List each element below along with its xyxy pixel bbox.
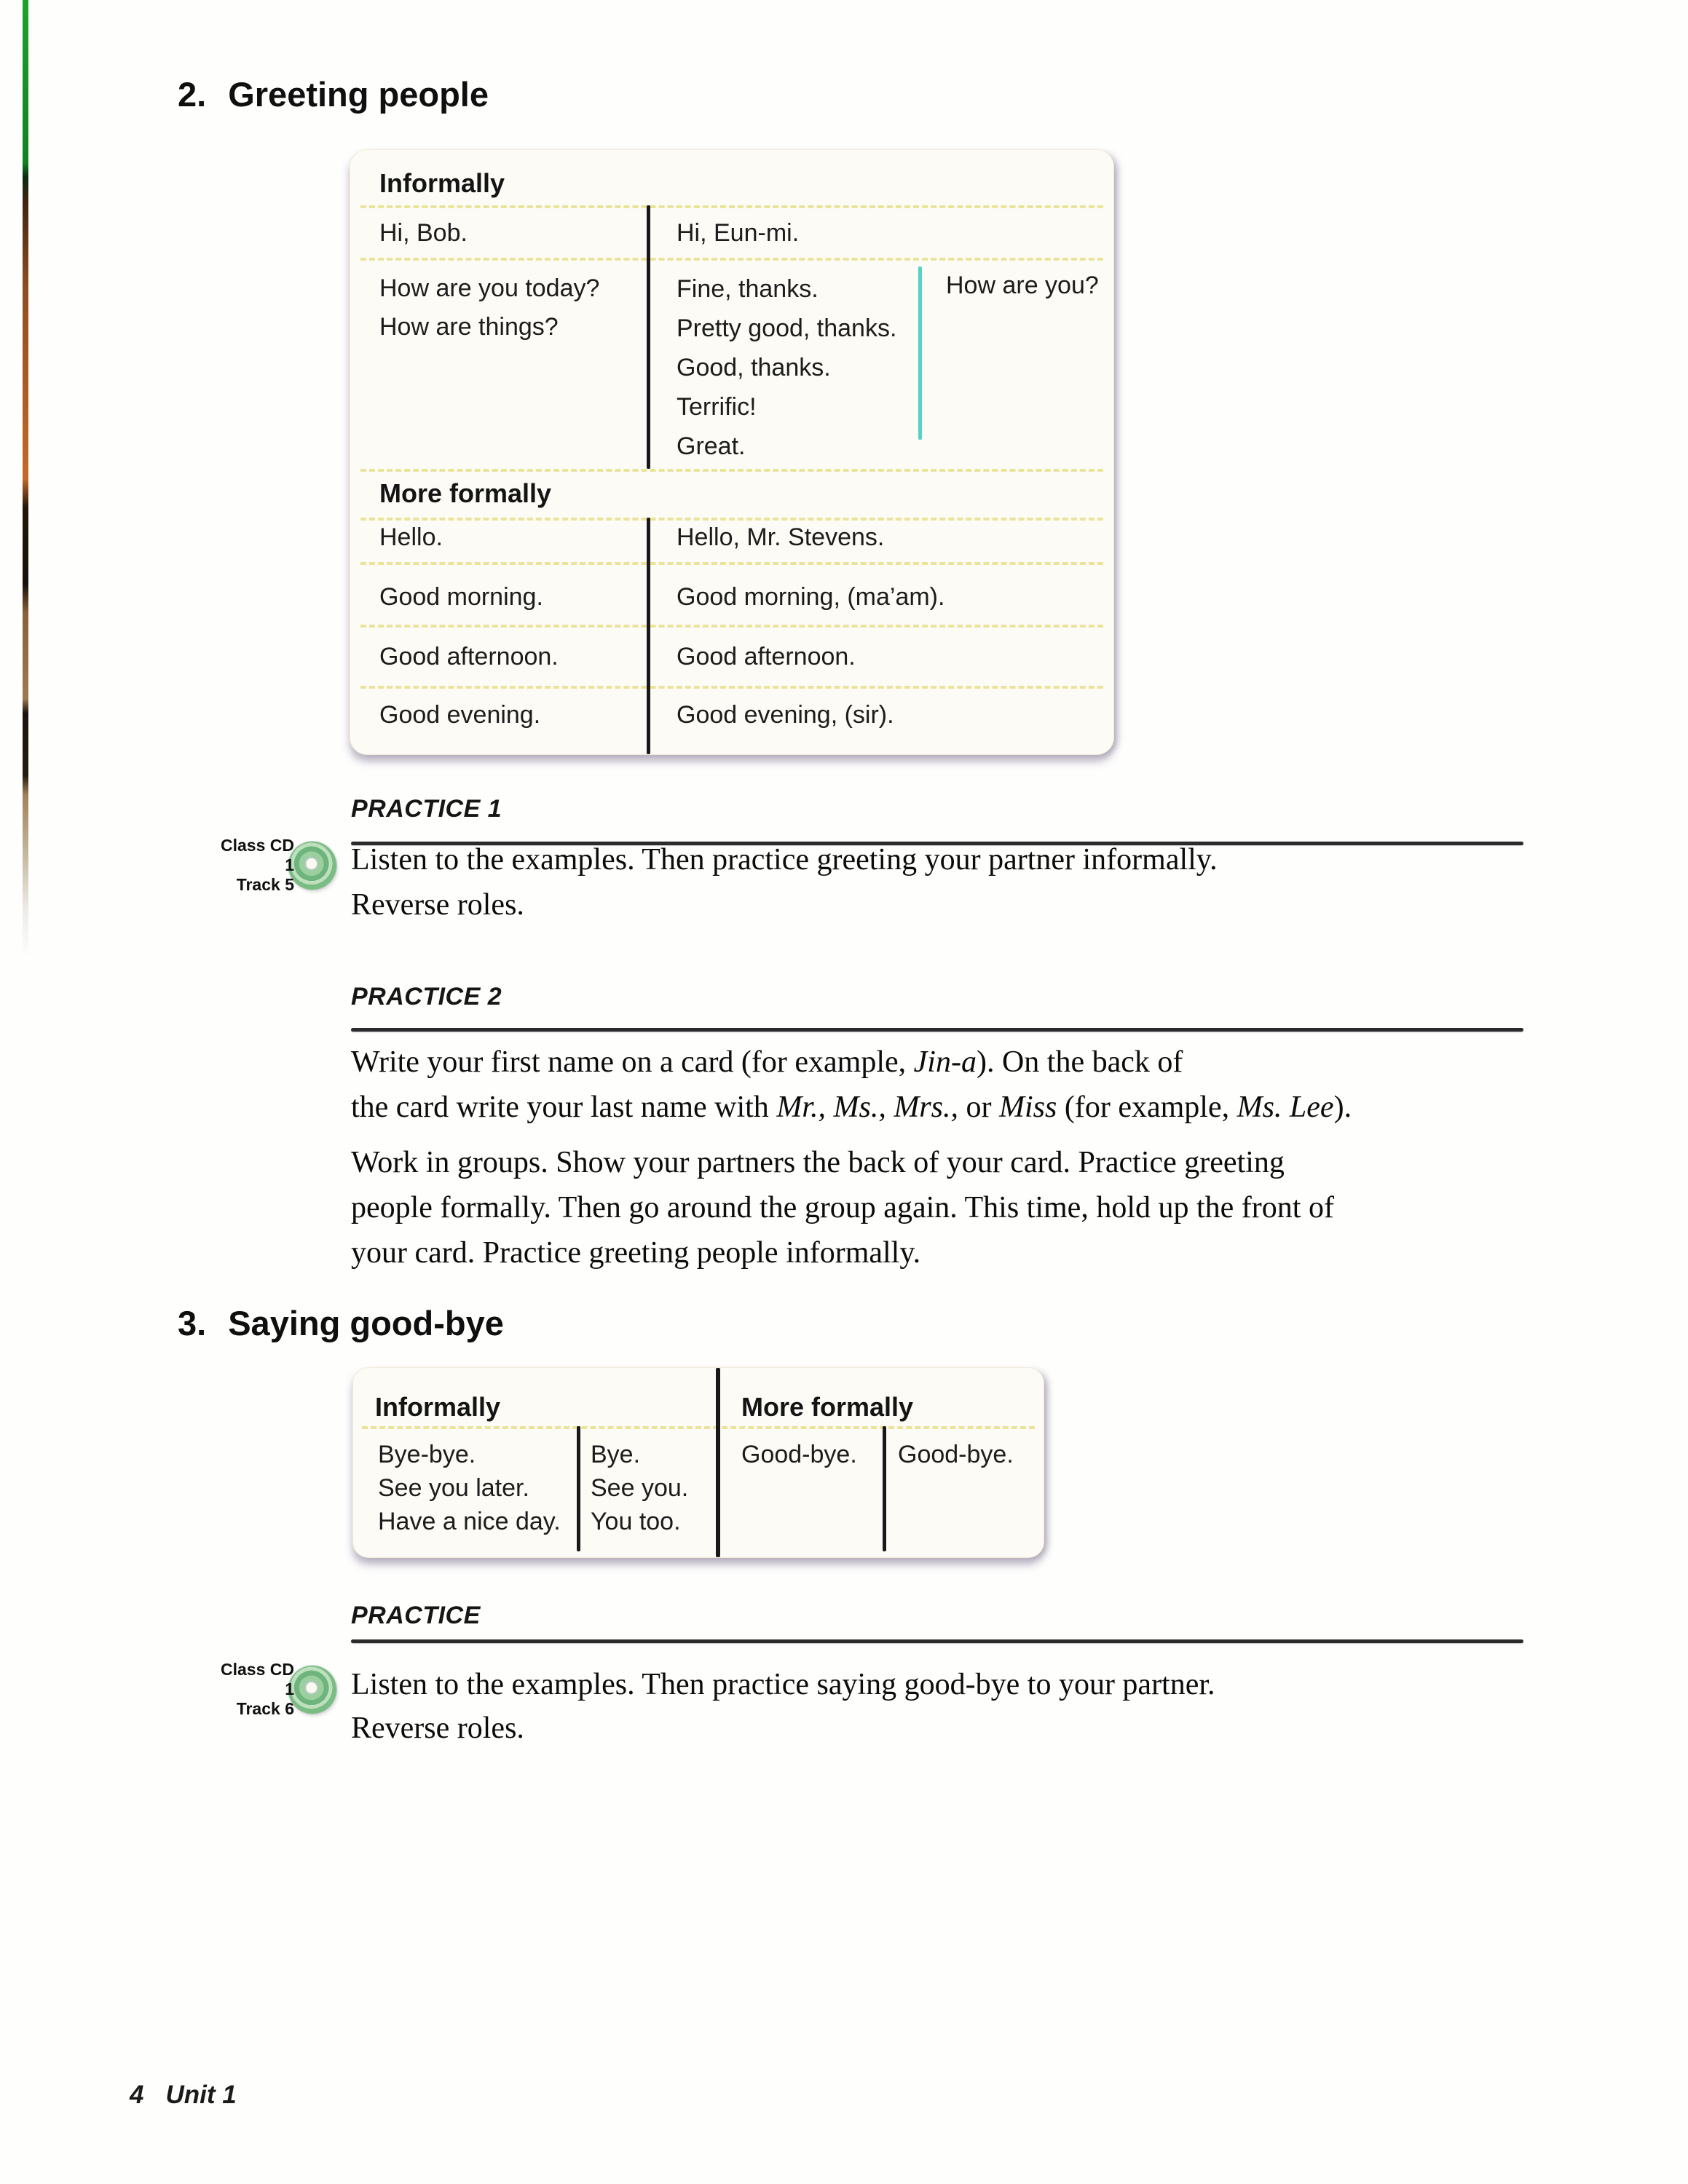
greeting-questions <box>379 269 599 347</box>
page-footer <box>130 2081 237 2110</box>
practice1-instructions <box>351 837 1218 927</box>
goodbye-informal-col1 <box>378 1438 561 1538</box>
greeting-reply-question: How are you? <box>946 272 1099 299</box>
practice2-paragraph2 <box>351 1140 1334 1275</box>
section-2-heading <box>178 76 489 114</box>
greeting-formal-right: Good evening, (sir). <box>677 701 894 729</box>
goodbye-informal-col2 <box>591 1438 688 1538</box>
practice2-line: the card write your last name with Mr., Ms., Mrs., or Miss (for example, Ms. Lee). <box>351 1091 1352 1124</box>
row-divider <box>360 562 1103 565</box>
greeting-answers <box>677 269 896 466</box>
greeting-formal-label: More formally <box>379 478 552 508</box>
practice1-cd-badge <box>210 836 336 895</box>
teal-column-divider <box>918 266 922 440</box>
cd-disc-icon <box>288 842 336 890</box>
practice2-line: people formally. Then go around the group again. This time, hold up the front of <box>351 1191 1334 1224</box>
practice3-instructions <box>351 1663 1215 1750</box>
unit-label: Unit 1 <box>165 2081 237 2109</box>
cd-badge-line1: Class CD 1 <box>221 1660 294 1698</box>
greeting-informal-label: Informally <box>379 168 505 198</box>
section-3-title: Saying good-bye <box>228 1304 504 1342</box>
column-divider <box>647 518 650 754</box>
page-edge-scan-line <box>23 0 28 957</box>
section-2-number: 2. <box>178 75 207 114</box>
practice1-line: Reverse roles. <box>351 888 524 922</box>
goodbye-phrase: Bye. <box>591 1441 641 1468</box>
cd-badge-label <box>210 836 294 895</box>
practice3-heading: PRACTICE <box>351 1602 481 1629</box>
greeting-answer: Good, thanks. <box>677 354 831 381</box>
cd-disc-icon <box>288 1666 336 1714</box>
cd-badge-line2: Track 6 <box>236 1699 294 1718</box>
goodbye-phrase: Have a nice day. <box>378 1508 561 1535</box>
greeting-formal-right: Good afternoon. <box>677 643 856 670</box>
practice1-line: Listen to the examples. Then practice greeting your partner informally. <box>351 843 1218 877</box>
greeting-formal-left: Good evening. <box>379 701 541 729</box>
goodbye-informal-label: Informally <box>375 1392 501 1422</box>
greeting-answer: Great. <box>677 432 746 460</box>
greeting-answer: Pretty good, thanks. <box>677 314 897 342</box>
column-divider <box>647 205 650 469</box>
row-divider <box>360 258 1103 261</box>
greeting-answer: Terrific! <box>677 393 757 421</box>
greeting-informal-row1-left: Hi, Bob. <box>379 219 468 247</box>
practice2-heading: PRACTICE 2 <box>351 983 502 1010</box>
greeting-question: How are things? <box>379 313 559 341</box>
cd-badge-label <box>210 1660 294 1719</box>
section-2-title: Greeting people <box>228 75 489 114</box>
page-number: 4 <box>130 2081 144 2109</box>
greeting-formal-right: Hello, Mr. Stevens. <box>677 523 885 551</box>
row-divider <box>360 686 1103 689</box>
section-3-number: 3. <box>178 1304 207 1342</box>
section-divider <box>716 1368 720 1557</box>
greeting-formal-left: Hello. <box>379 523 443 551</box>
goodbye-formal-col2 <box>898 1438 1014 1471</box>
cd-badge-line2: Track 5 <box>236 875 294 894</box>
greeting-formal-left: Good morning. <box>379 583 543 611</box>
practice3-rule <box>351 1639 1523 1643</box>
row-divider <box>360 625 1103 628</box>
goodbye-phrase: Bye-bye. <box>378 1441 476 1468</box>
goodbye-formal-label: More formally <box>741 1392 914 1422</box>
goodbye-phrase: See you later. <box>378 1474 529 1502</box>
goodbye-phrase: You too. <box>591 1508 681 1535</box>
practice2-paragraph1 <box>351 1040 1352 1130</box>
goodbye-phrase: See you. <box>591 1474 689 1502</box>
practice1-heading: PRACTICE 1 <box>351 795 502 823</box>
row-divider <box>360 518 1103 521</box>
row-divider <box>360 469 1103 472</box>
greeting-informal-row1-right: Hi, Eun-mi. <box>677 219 800 247</box>
greeting-answer: Fine, thanks. <box>677 275 819 303</box>
practice3-cd-badge <box>210 1660 336 1719</box>
column-divider <box>883 1426 886 1551</box>
column-divider <box>577 1426 580 1551</box>
practice2-line: Work in groups. Show your partners the back of your card. Practice greeting <box>351 1146 1285 1179</box>
cd-badge-line1: Class CD 1 <box>221 836 294 874</box>
goodbye-phrase: Good-bye. <box>898 1441 1014 1468</box>
goodbye-formal-col1 <box>741 1438 857 1471</box>
goodbye-phrase: Good-bye. <box>741 1441 857 1468</box>
section-3-heading <box>178 1305 504 1342</box>
practice3-line: Reverse roles. <box>351 1712 524 1745</box>
practice2-rule <box>351 1028 1523 1032</box>
goodbye-table <box>352 1367 1044 1558</box>
row-divider <box>362 1426 1035 1429</box>
greeting-question: How are you today? <box>379 274 600 302</box>
greeting-formal-right: Good morning, (ma’am). <box>677 583 945 611</box>
greeting-table <box>350 149 1114 755</box>
practice2-line: your card. Practice greeting people informally. <box>351 1236 921 1270</box>
row-divider <box>360 205 1103 208</box>
practice2-line: Write your first name on a card (for example, Jin-a). On the back of <box>351 1045 1183 1079</box>
practice3-line: Listen to the examples. Then practice saying good-bye to your partner. <box>351 1668 1215 1701</box>
greeting-formal-left: Good afternoon. <box>379 643 559 670</box>
